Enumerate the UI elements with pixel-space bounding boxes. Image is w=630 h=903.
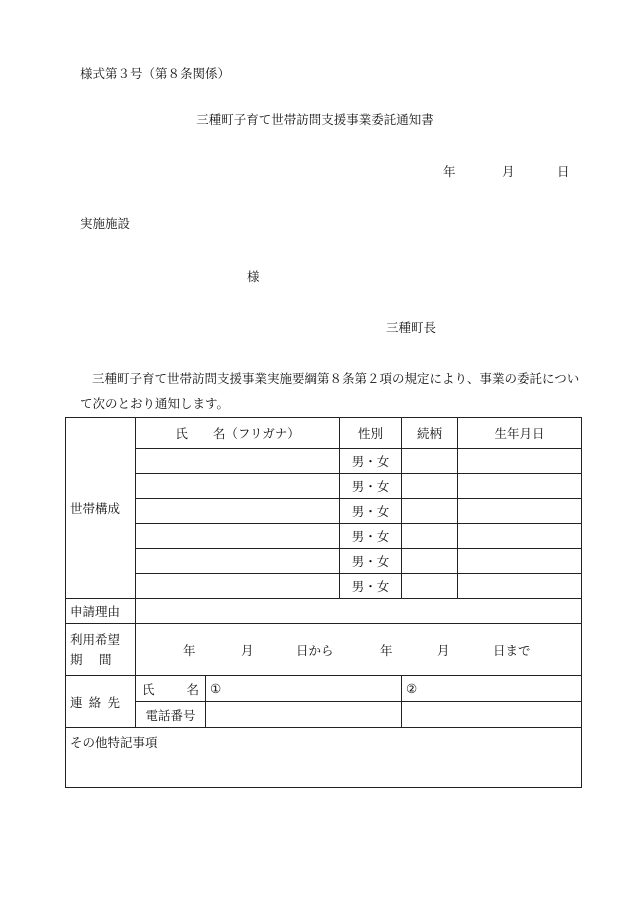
member-gender-cell[interactable]: 男・女 <box>340 549 402 574</box>
reason-label: 申請理由 <box>66 599 136 624</box>
member-name-cell[interactable] <box>136 499 340 524</box>
contact-phone-second[interactable] <box>402 702 582 728</box>
contact-phone-first[interactable] <box>206 702 402 728</box>
date-year-label: 年 <box>443 164 456 179</box>
contact-name-second[interactable]: ② <box>402 676 582 702</box>
member-name-cell[interactable] <box>136 549 340 574</box>
period-label <box>66 624 136 676</box>
member-gender-cell[interactable]: 男・女 <box>340 499 402 524</box>
period-label-line1: 利用希望 <box>70 631 121 647</box>
table-row <box>66 574 582 599</box>
notes-label: その他特記事項 <box>70 735 158 750</box>
member-gender-cell[interactable]: 男・女 <box>340 474 402 499</box>
member-relation-cell[interactable] <box>402 499 458 524</box>
notes-cell[interactable] <box>66 728 582 788</box>
facility-label: 実施施設 <box>80 216 131 231</box>
header-name: 氏 名（フリガナ） <box>136 418 340 449</box>
period-from-month: 月 <box>241 643 254 658</box>
period-to-year: 年 <box>380 643 393 658</box>
header-gender: 性別 <box>340 418 402 449</box>
member-birthdate-cell[interactable] <box>458 474 582 499</box>
member-birthdate-cell[interactable] <box>458 549 582 574</box>
table-row <box>66 549 582 574</box>
member-gender-cell[interactable]: 男・女 <box>340 449 402 474</box>
header-birthdate: 生年月日 <box>458 418 582 449</box>
member-birthdate-cell[interactable] <box>458 499 582 524</box>
period-from-year: 年 <box>183 643 196 658</box>
recipient-honorific: 様 <box>247 269 260 284</box>
date-month-label: 月 <box>502 164 515 179</box>
period-cell[interactable] <box>136 624 582 676</box>
contact-name-label: 氏 名 <box>136 676 206 702</box>
form-table <box>65 417 582 788</box>
header-relation: 続柄 <box>402 418 458 449</box>
member-gender-cell[interactable]: 男・女 <box>340 574 402 599</box>
contact-name-first[interactable]: ① <box>206 676 402 702</box>
member-relation-cell[interactable] <box>402 449 458 474</box>
member-birthdate-cell[interactable] <box>458 574 582 599</box>
member-name-cell[interactable] <box>136 449 340 474</box>
table-row <box>66 524 582 549</box>
table-row <box>66 474 582 499</box>
member-gender-cell[interactable]: 男・女 <box>340 524 402 549</box>
member-birthdate-cell[interactable] <box>458 524 582 549</box>
issuer-name: 三種町長 <box>386 320 437 335</box>
period-label-line2: 期 間 <box>70 651 112 667</box>
contact-label: 連絡先 <box>66 676 136 728</box>
member-birthdate-cell[interactable] <box>458 449 582 474</box>
contact-phone-label: 電話番号 <box>136 702 206 728</box>
table-row <box>66 499 582 524</box>
member-relation-cell[interactable] <box>402 549 458 574</box>
member-relation-cell[interactable] <box>402 574 458 599</box>
reason-cell[interactable] <box>136 599 582 624</box>
member-name-cell[interactable] <box>136 474 340 499</box>
body-text: 三種町子育て世帯訪問支援事業実施要綱第８条第２項の規定により、事業の委託について次のとおり通知します。 <box>80 371 580 411</box>
member-name-cell[interactable] <box>136 574 340 599</box>
table-row <box>66 449 582 474</box>
period-to-day: 日まで <box>493 643 531 658</box>
period-from-day: 日から <box>296 643 334 658</box>
document-title: 三種町子育て世帯訪問支援事業委託通知書 <box>196 112 434 127</box>
member-relation-cell[interactable] <box>402 474 458 499</box>
household-label: 世帯構成 <box>66 418 136 599</box>
form-number: 様式第３号（第８条関係） <box>80 66 231 81</box>
date-day-label: 日 <box>557 164 570 179</box>
member-relation-cell[interactable] <box>402 524 458 549</box>
period-to-month: 月 <box>437 643 450 658</box>
member-name-cell[interactable] <box>136 524 340 549</box>
